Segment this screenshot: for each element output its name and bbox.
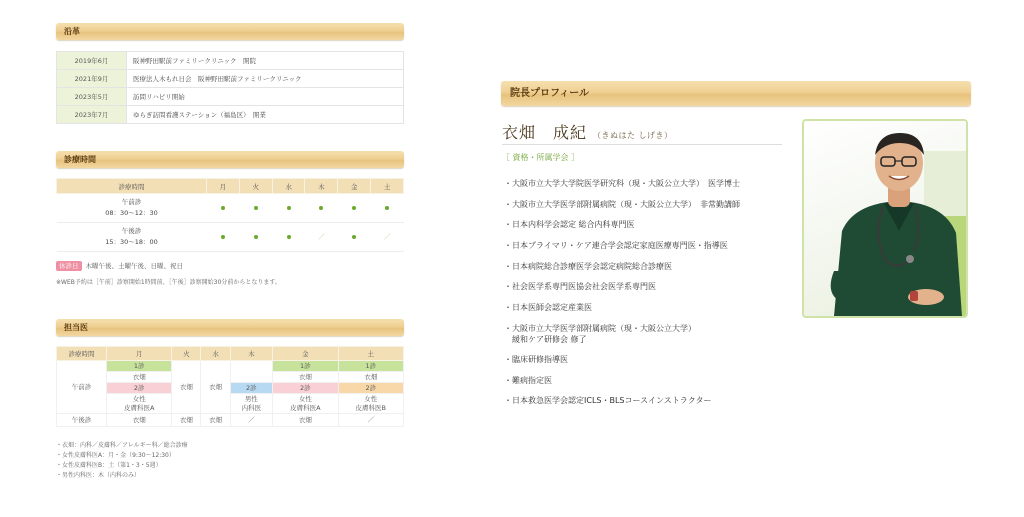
closed-badge: 休診日 [56,261,82,271]
list-item: ・日本医師会認定産業医 [504,303,592,313]
doctor-cell: 衣畑 [172,361,201,414]
doctors-col-header: 診療時間 [57,347,107,361]
open-dot-icon [305,194,338,223]
doctors-header-row [57,347,404,361]
slot-2-badge: 2診 [273,383,338,394]
legend-item: ・衣畑：内科／皮膚科／アレルギー科／総合診療 [56,442,188,449]
doctor-cell: 衣畑 [338,372,403,383]
director-name [502,120,673,143]
doctor-cell: 衣畑 [107,372,172,383]
doctors-col-header: 火 [172,347,201,361]
slot-name: 午前診 [121,198,142,206]
doctor-cell: 衣畑 [107,414,172,427]
doctor-cell: 衣畑 [201,414,230,427]
list-item: ・社会医学系専門医協会社会医学系専門医 [504,282,656,292]
am-label: 午前診 [57,361,107,414]
history-date: 2019年6月 [57,52,127,70]
legend-item: ・男性内科医：木（内科のみ） [56,472,141,479]
credentials-list [504,178,740,416]
table-row [57,88,404,106]
doctor-cell: 衣畑 [273,414,338,427]
history-heading: 沿革 [56,23,404,40]
history-table [56,51,404,124]
director-photo [802,119,968,318]
hours-row-am [57,194,404,223]
doctors-pm-row [57,414,404,427]
list-item: ・日本内科学会認定 総合内科専門医 [504,220,635,230]
doctor-cell: 男性 内科医 [230,394,273,414]
list-item: ・大阪市立大学大学院医学研究科（現・大阪公立大学） 医学博士 [504,179,740,188]
open-dot-icon [338,194,371,223]
web-booking-note: ※WEB予約は［午前］診察開始1時間前、［午後］診察開始30分前からとなります。 [56,279,281,286]
open-dot-icon [371,194,404,223]
open-dot-icon [239,194,272,223]
closed-slash: ／ [305,223,338,252]
doctors-heading: 担当医 [56,319,404,336]
doctors-col-header: 金 [273,347,338,361]
history-date: 2023年5月 [57,88,127,106]
closed-days-text: 木曜午後、土曜午後、日曜、祝日 [85,262,183,270]
list-item: ・臨床研修指導医 [504,354,568,364]
hours-table [56,178,404,252]
open-dot-icon [207,194,240,223]
doctors-am-row [57,361,404,372]
doctor-cell: ／ [230,414,273,427]
slot-time: 15：30〜18：00 [105,238,158,246]
table-row [57,106,404,124]
history-text: 訪問リハビリ開始 [127,88,404,106]
closed-slash: ／ [371,223,404,252]
open-dot-icon [338,223,371,252]
doctor-cell: 女性 皮膚科医A [107,394,172,414]
hours-col-header: 火 [239,179,272,194]
hours-col-header: 診療時間 [57,179,207,194]
history-text: 医療法人木もれ日会 阪神野田駅前ファミリークリニック [127,70,404,88]
open-dot-icon [272,194,305,223]
name-kana: （きぬはた しげき） [593,131,673,140]
history-date: 2023年7月 [57,106,127,124]
hours-col-header: 土 [371,179,404,194]
list-item: ・大阪市立大学医学部附属病院（現・大阪公立大学） 緩和ケア研修会 修了 [504,323,696,344]
hours-slot-label [57,223,207,252]
table-row [57,70,404,88]
history-text: ゆらぎ訪問看護ステーション（福島区） 開業 [127,106,404,124]
doctors-am-row [57,383,404,394]
closed-days [56,261,183,270]
legend-item: ・女性皮膚科医B：土（第1・3・5週） [56,462,162,469]
doctor-cell: 衣畑 [273,372,338,383]
table-row [57,52,404,70]
director-portrait-icon [804,121,966,316]
hours-slot-label [57,194,207,223]
list-item: ・日本救急医学会認定ICLS・BLSコースインストラクター [504,396,712,406]
hours-col-header: 金 [338,179,371,194]
empty-cell [230,361,273,383]
list-item: ・日本プライマリ・ケア連合学会認定家庭医療専門医・指導医 [504,241,728,251]
open-dot-icon [239,223,272,252]
open-dot-icon [207,223,240,252]
doctors-col-header: 月 [107,347,172,361]
open-dot-icon [272,223,305,252]
pm-label: 午後診 [57,414,107,427]
profile-heading: 院長プロフィール [501,81,971,106]
hours-col-header: 木 [305,179,338,194]
doctor-cell: 衣畑 [172,414,201,427]
slot-2-badge: 2診 [107,383,172,394]
hours-col-header: 月 [207,179,240,194]
slot-1-badge: 1診 [338,361,403,372]
slot-1-badge: 1診 [107,361,172,372]
hours-heading: 診療時間 [56,151,404,168]
doctor-cell: 衣畑 [201,361,230,414]
slot-time: 08：30〜12：30 [105,209,158,217]
history-date: 2021年9月 [57,70,127,88]
slot-name: 午後診 [121,227,142,235]
doctor-cell: 女性 皮膚科医B [338,394,403,414]
doctors-col-header: 水 [201,347,230,361]
list-item: ・大阪市立大学医学部附属病院（現・大阪公立大学） 非常勤講師 [504,199,740,209]
doctors-legend [56,441,188,481]
doctors-am-row [57,394,404,414]
list-item: ・難病指定医 [504,375,552,385]
slot-2-badge: 2診 [338,383,403,394]
history-text: 阪神野田駅前ファミリークリニック 開院 [127,52,404,70]
list-item: ・日本病院総合診療医学会認定病院総合診療医 [504,261,672,271]
name-text: 衣畑 成紀 [502,123,588,142]
hours-header-row [57,179,404,194]
doctors-col-header: 土 [338,347,403,361]
doctors-table [56,346,404,427]
doctor-cell: ／ [338,414,403,427]
doctors-col-header: 木 [230,347,273,361]
divider [502,144,782,145]
slot-1-badge: 1診 [273,361,338,372]
slot-2-badge: 2診 [230,383,273,394]
legend-item: ・女性皮膚科医A：月・金（9:30〜12:30） [56,452,175,459]
doctor-cell: 女性 皮膚科医A [273,394,338,414]
hours-col-header: 水 [272,179,305,194]
hours-row-pm [57,223,404,252]
qualifications-heading: ［ 資格・所属学会 ］ [502,153,580,162]
